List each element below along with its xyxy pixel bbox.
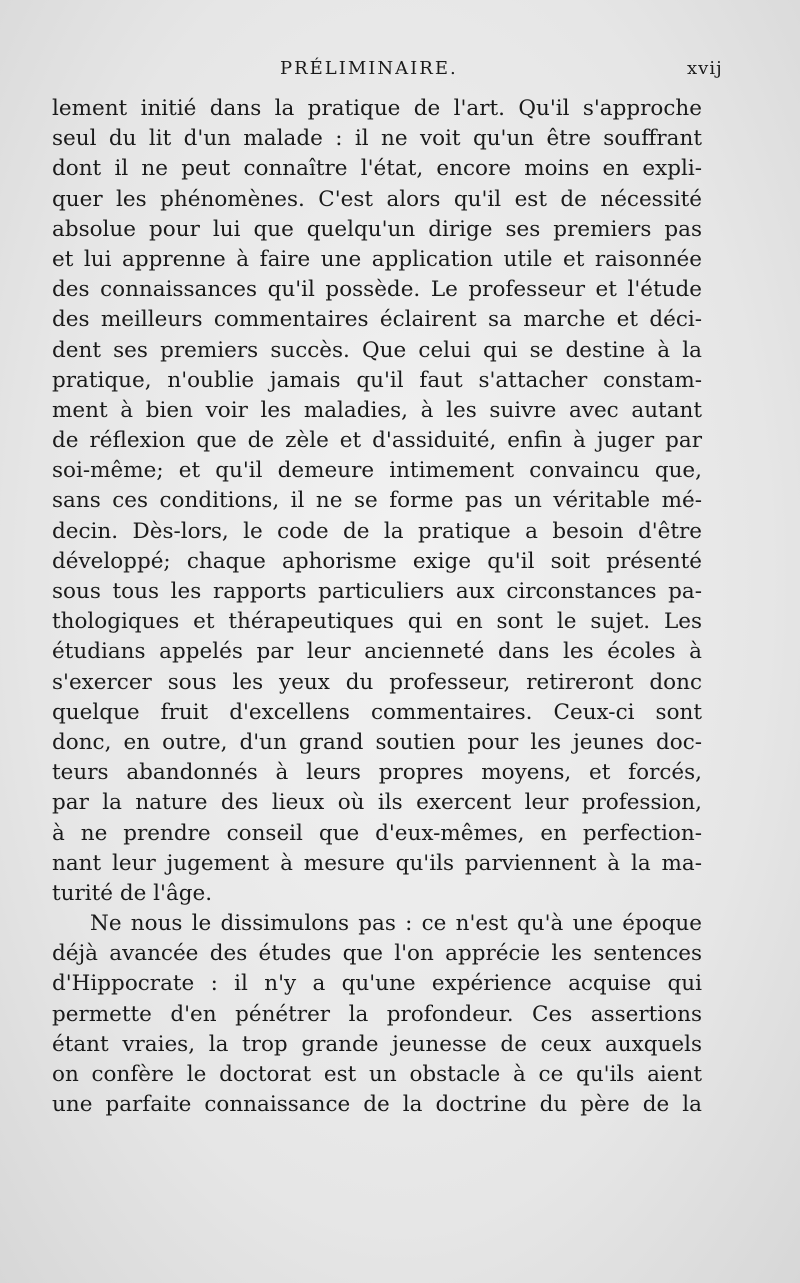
text-line: turité de l'âge.	[52, 880, 213, 906]
text-line: développé; chaque aphorisme exige qu'il soit présenté	[52, 548, 702, 574]
text-line: à ne prendre conseil que d'eux-mêmes, en perfection-	[52, 820, 702, 846]
text-line: sans ces conditions, il ne se forme pas un véritable mé-	[52, 488, 702, 514]
text-line: decin. Dès-lors, le code de la pratique a besoin d'être	[52, 518, 702, 544]
text-line: de réflexion que de zèle et d'assiduité, enfin à juger par	[52, 428, 702, 454]
text-line: quelque fruit d'excellens commentaires. Ceux-ci sont	[52, 699, 702, 725]
text-line: ment à bien voir les maladies, à les suivre avec autant	[52, 397, 702, 423]
paragraph-2	[52, 909, 702, 1120]
text-line: lement initié dans la pratique de l'art. Qu'il s'approche	[52, 96, 702, 121]
text-line: dent ses premiers succès. Que celui qui se destine à la	[52, 337, 702, 363]
text-line: déjà avancée des études que l'on apprécie les sentences	[52, 941, 702, 967]
text-line: des connaissances qu'il possède. Le professeur et l'étude	[52, 277, 702, 303]
page-number: xvij	[687, 58, 723, 79]
text-line: thologiques et thérapeutiques qui en sont le sujet. Les	[52, 609, 702, 635]
text-line: dont il ne peut connaître l'état, encore moins en expli-	[52, 156, 702, 182]
text-line: des meilleurs commentaires éclairent sa marche et déci-	[52, 307, 702, 333]
text-line: une parfaite connaissance de la doctrine du père de la	[52, 1092, 702, 1118]
text-line: soi-même; et qu'il demeure intimement convaincu que,	[52, 458, 702, 484]
text-line: seul du lit d'un malade : il ne voit qu'un être souffrant	[52, 126, 702, 152]
running-head	[52, 58, 792, 84]
text-line: et lui apprenne à faire une application utile et raisonnée	[52, 246, 702, 272]
text-line: d'Hippocrate : il n'y a qu'une expérience acquise qui	[52, 971, 702, 997]
text-line: sous tous les rapports particuliers aux circonstances pa-	[52, 579, 702, 604]
text-line: permette d'en pénétrer la profondeur. Ces assertions	[52, 1001, 702, 1027]
text-line: pratique, n'oublie jamais qu'il faut s'attacher constam-	[52, 367, 702, 393]
text-line: Ne nous le dissimulons pas : ce n'est qu'à une époque	[90, 911, 702, 937]
text-line: on confère le doctorat est un obstacle à ce qu'ils aient	[52, 1062, 702, 1087]
running-title: PRÉLIMINAIRE.	[280, 58, 458, 79]
text-line: étant vraies, la trop grande jeunesse de ceux auxquels	[52, 1031, 702, 1057]
text-line: s'exercer sous les yeux du professeur, retireront donc	[52, 669, 702, 695]
text-line: donc, en outre, d'un grand soutien pour les jeunes doc-	[52, 729, 702, 755]
text-line: étudians appelés par leur ancienneté dans les écoles à	[52, 639, 702, 665]
paragraph-1	[52, 94, 702, 909]
body-text	[52, 94, 702, 1120]
text-line: nant leur jugement à mesure qu'ils parviennent à la ma-	[52, 850, 702, 876]
text-line: absolue pour lui que quelqu'un dirige ses premiers pas	[52, 216, 702, 242]
text-line: quer les phénomènes. C'est alors qu'il est de nécessité	[52, 186, 702, 212]
text-line: teurs abandonnés à leurs propres moyens, et forcés,	[52, 760, 702, 786]
text-line: par la nature des lieux où ils exercent leur profession,	[52, 790, 702, 816]
